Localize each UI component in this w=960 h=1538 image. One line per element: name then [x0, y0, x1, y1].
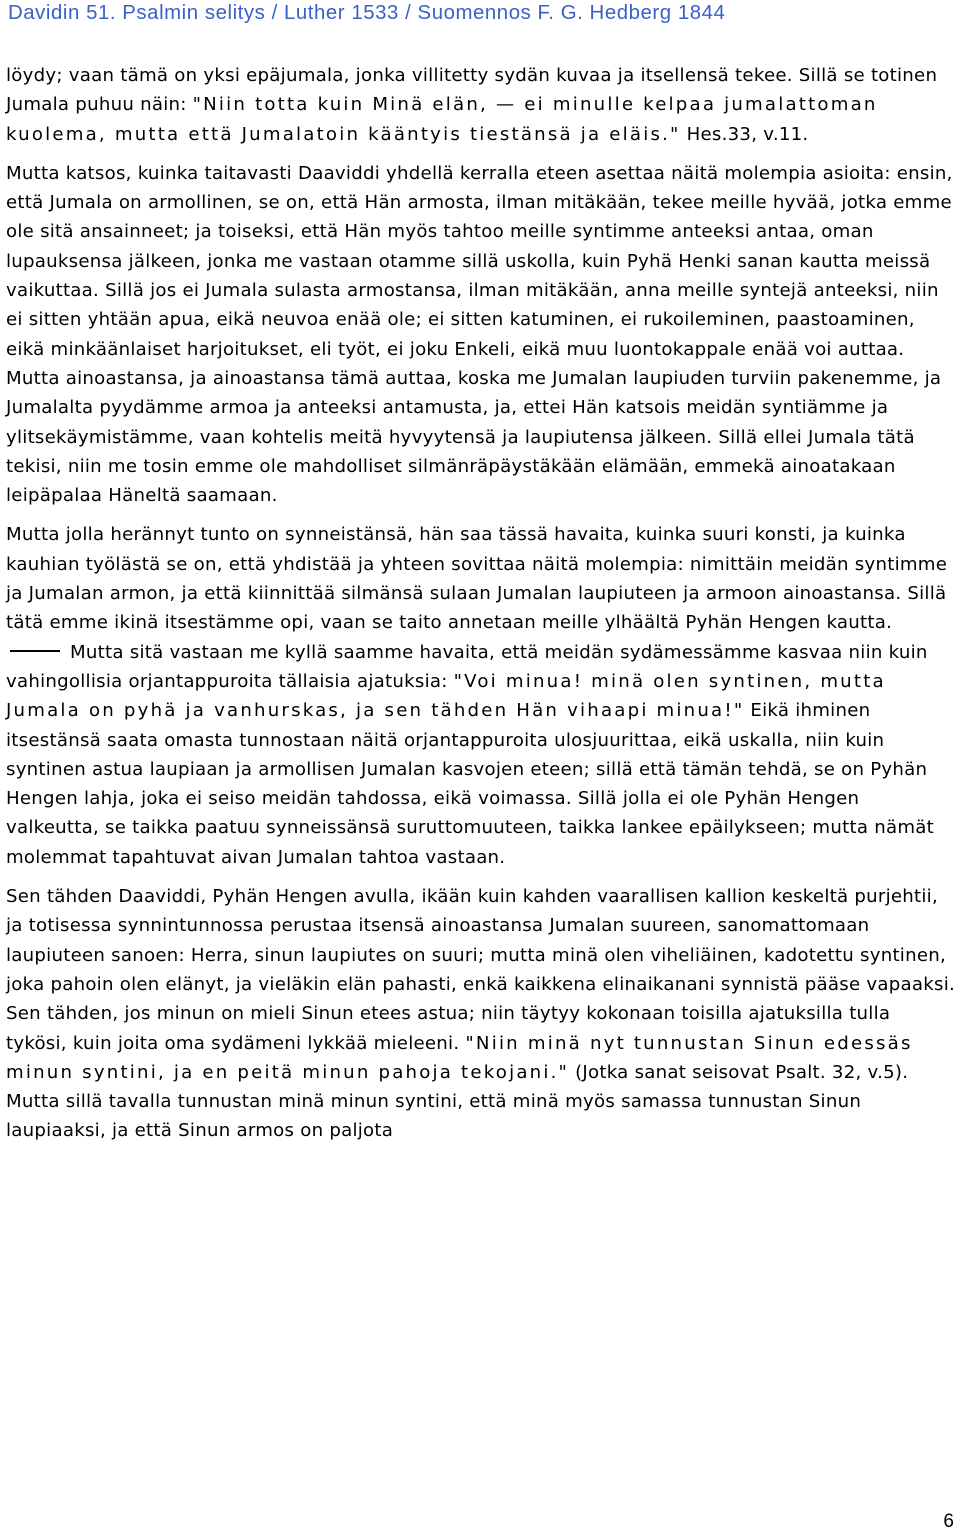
lament-quote: "Voi minua! minä olen syntinen, mutta Jumala on pyhä ja vanhurskas, ja sen tähden Hän vihaapi minua!"	[6, 670, 886, 722]
document-body	[6, 61, 956, 1156]
page-number: 6	[943, 1511, 954, 1532]
paragraph-4-text-b: (Jotka sanat seisovat Psalt. 32, v.5). Mutta sillä tavalla tunnustan minä minun syntini, että minä myös samassa tunnustan Sinun laupiaaksi, ja että Sinun armos on paljota	[6, 1061, 909, 1142]
paragraph-1-text: löydy; vaan tämä on yksi epäjumala, jonka villitetty sydän kuvaa ja itsellensä tekee. Sillä se totinen Jumala puhuu näin:	[6, 65, 938, 116]
paragraph-2: Mutta katsos, kuinka taitavasti Daaviddi yhdellä kerralla eteen asettaa näitä molempia asioita: ensin, että Jumala on armollinen, se on, että Hän armosta, ilman mitäkään, tekee meille hyvää, jotka emme ole sitä ansainneet; ja toiseksi, että Hän myös tahtoo meille syntimme anteeksi antaa, oman lupauksensa jälkeen, jonka me vastaan otamme sillä uskolla, kuin Pyhä Henki sanan kautta meissä vaikuttaa. Sillä jos ei Jumala sulasta armostansa, ilman mitäkään, anna meille syntejä anteeksi, niin ei sitten yhtään apua, eikä neuvoa enää ole; ei sitten katuminen, ei rukoileminen, paastoaminen, eikä minkäänlaiset harjoitukset, eli työt, ei joku Enkeli, eikä muu luontokappale enää voi auttaa. Mutta ainoastansa, ja ainoastansa tämä auttaa, koska me Jumalan laupiuden turviin pakenemme, ja Jumalalta pyydämme armoa ja anteeksi antamusta, ja, ettei Hän katsois meidän syntiämme ja ylitsekäymistämme, vaan kohtelis meitä hyvyytensä ja laupiutensa jälkeen. Sillä ellei Jumala tätä tekisi, niin me tosin emme ole mahdolliset silmänräpäystäkään elämään, emmekä ainoatakaan leipäpalaa Häneltä saamaan.	[6, 162, 953, 507]
document-header-title: Davidin 51. Psalmin selitys / Luther 1533 / Suomennos F. G. Hedberg 1844	[8, 2, 726, 24]
paragraph-4-text-a: Sen tähden Daaviddi, Pyhän Hengen avulla, ikään kuin kahden vaarallisen kallion keskeltä purjehtii, ja totisessa synnintunnossa perustaa itsensä ainoastansa Jumalan suureen, sanomattomaan laupiuteen sanoen: Herra, sinun laupiutes on suuri; mutta minä olen viheliäinen, kadotettu syntinen, joka pahoin olen elänyt, ja vieläkin elän pahasti, enkä kaikkena elinaikanani synnistä pääse vapaaksi. Sen tähden, jos minun on mieli Sinun etees astua; niin täytyy kokonaan toisilla ajatuksilla tulla tykösi, kuin joita oma sydämeni lykkää mieleeni.	[6, 886, 956, 1054]
paragraph-3	[6, 520, 956, 872]
paragraph-3-text-a: Mutta jolla herännyt tunto on synneistänsä, hän saa tässä havaita, kuinka suuri konsti, ja kuinka kauhian työlästä se on, että yhdistää ja yhteen sovittaa näitä molempia: nimittäin meidän syntimme ja Jumalan armon, ja että kiinnittää silmänsä sulaan Jumalan laupiuteen ja armoon ainoastansa. Sillä tätä emme ikinä itsestämme opi, vaan se taito annetaan meille ylhäältä Pyhän Hengen kautta.	[6, 524, 948, 634]
scripture-reference: Hes.33, v.11.	[680, 123, 809, 145]
scripture-quote: "Niin totta kuin Minä elän, — ei minulle kelpaa jumalattoman kuolema, mutta että Jumalatoin kääntyis tiestänsä ja eläis."	[6, 94, 878, 145]
paragraph-1	[6, 61, 956, 149]
paragraph-4	[6, 882, 956, 1146]
em-dash-rule	[10, 650, 60, 652]
paragraph-3-text-b: Mutta sitä vastaan me kyllä saamme havaita, että meidän sydämessämme kasvaa niin kuin vahingollisia orjantappuroita tällaisia ajatuksia:	[6, 641, 928, 692]
confession-quote: "Niin minä nyt tunnustan Sinun edessäs minun syntini, ja en peitä minun pahoja tekojani."	[6, 1032, 913, 1083]
paragraph-3-text-c: Eikä ihminen itsestänsä saata omasta tunnostaan näitä orjantappuroita ulosjuurittaa, eikä uskalla, niin kuin syntinen astua laupiaan ja armollisen Jumalan kasvojen eteen; sillä että tämän tehdä, se on Pyhän Hengen lahja, joka ei seiso meidän tahdossa, eikä voimassa. Sillä jolla ei ole Pyhän Hengen valkeutta, se taikka paatuu synneissänsä suruttomuuteen, taikka lankee epäilykseen; mutta nämät molemmat tapahtuvat aivan Jumalan tahtoa vastaan.	[6, 700, 934, 868]
